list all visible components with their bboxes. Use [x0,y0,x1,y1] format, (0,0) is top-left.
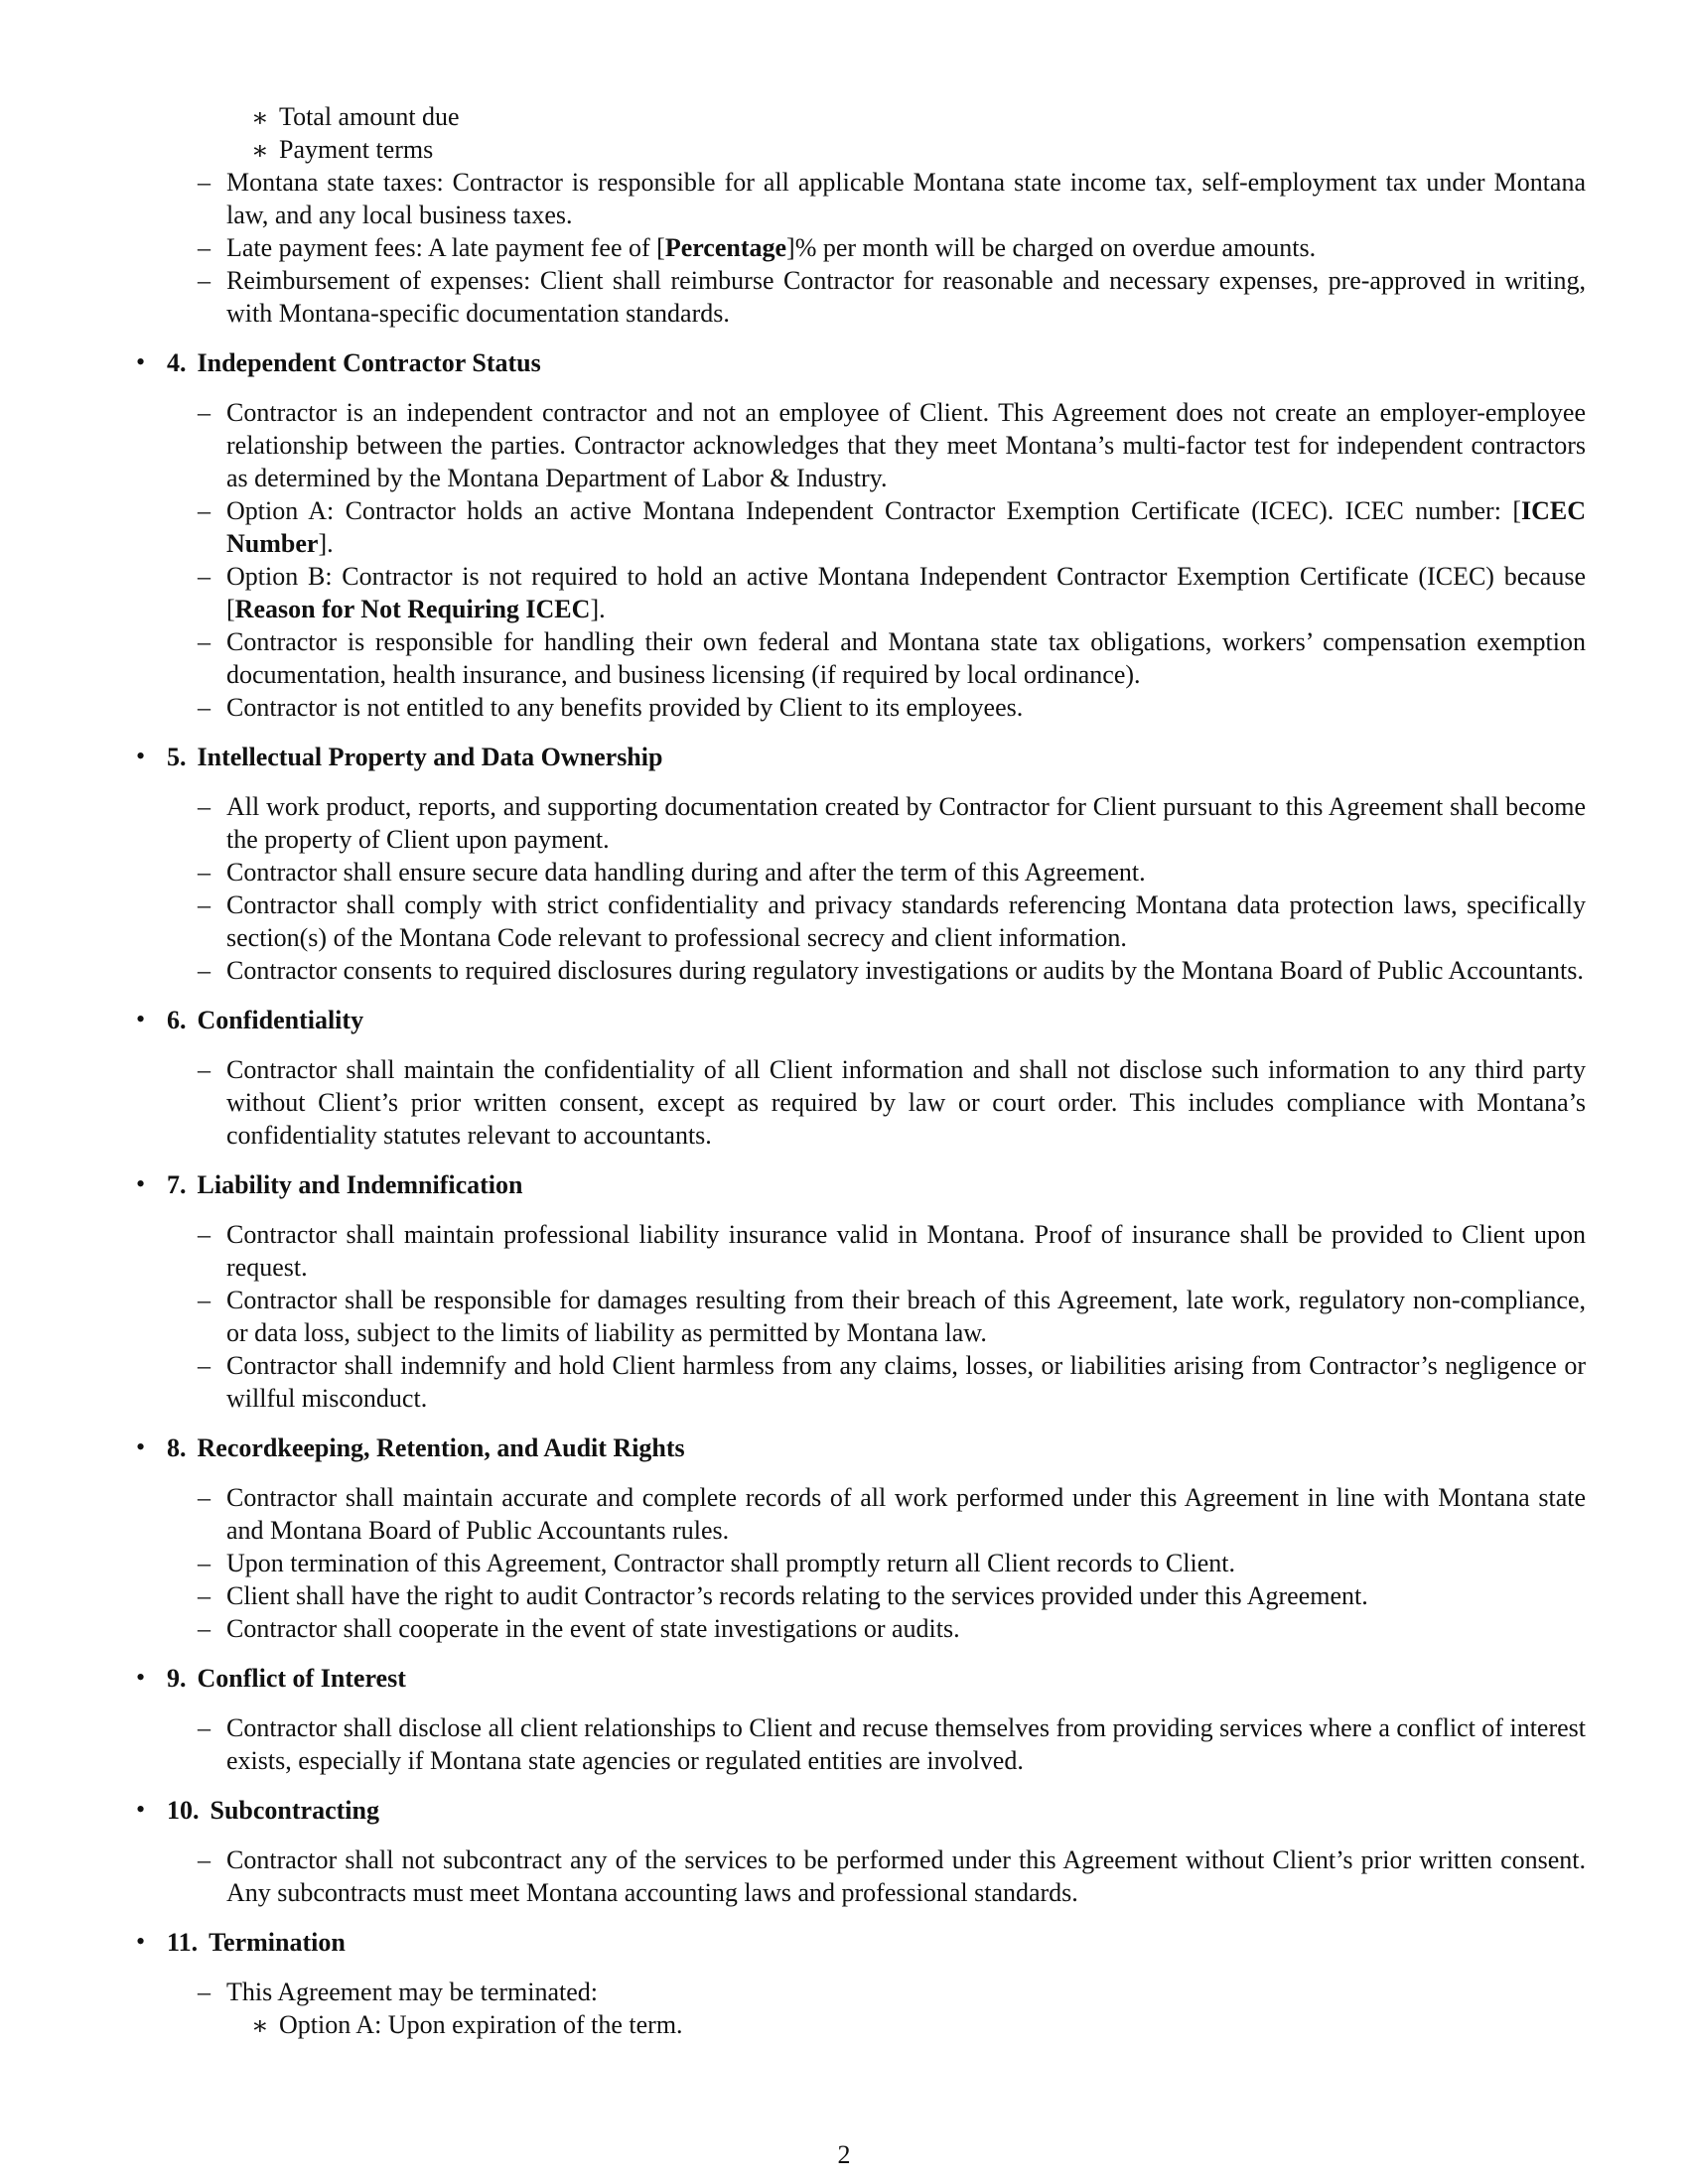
list-item-text: Late payment fees: A late payment fee of [Percentage]% per month will be charged on overdue amounts. [226,233,1317,262]
bullet-marker: • [136,1169,146,1198]
placeholder-field: ICEC Number [226,496,1586,558]
list-item-text: Contractor shall not subcontract any of the services to be performed under this Agreement without Client’s prior written consent. Any subcontracts must meet Montana accounting laws and professional standards. [226,1845,1586,1907]
list-item-text: Option A: Upon expiration of the term. [279,2010,683,2039]
dash-marker: – [198,1978,211,2006]
list-item [130,1481,1586,1547]
section-9 [130,1662,1586,1777]
section-title: Independent Contractor Status [197,348,541,377]
section-heading [130,1794,1586,1827]
list-item-text: Contractor shall disclose all client relationships to Client and recuse themselves from providing services where a conflict of interest exists, especially if Montana state agencies or regulated entities are involved. [226,1713,1586,1775]
list-item [130,625,1586,691]
list-item [130,1349,1586,1415]
section-heading [130,1432,1586,1464]
dash-marker: – [198,496,211,525]
section-heading [130,1662,1586,1695]
dash-marker: – [198,627,211,656]
dash-marker: – [198,1483,211,1512]
section-7 [130,1168,1586,1415]
list-item [130,1976,1586,2008]
section-title: Conflict of Interest [197,1664,406,1693]
list-item-text: Contractor is not entitled to any benefits provided by Client to its employees. [226,693,1024,722]
list-item-text: Payment terms [279,135,434,164]
list-item-text: Contractor is responsible for handling their own federal and Montana state tax obligations, workers’ compensation exemption documentation, health insurance, and business licensing (if required by local ordinance). [226,627,1586,689]
bullet-marker: • [136,1663,146,1692]
section-10 [130,1794,1586,1909]
list-item [130,133,1586,166]
list-item-text: Option A: Contractor holds an active Montana Independent Contractor Exemption Certificate (ICEC). ICEC number: [ICEC Number]. [226,496,1586,558]
list-item-text: Contractor shall maintain accurate and complete records of all work performed under this Agreement in line with Montana state and Montana Board of Public Accountants rules. [226,1483,1586,1545]
list-item [130,2008,1586,2041]
list-item [130,790,1586,856]
section-number: 4. [167,348,187,377]
dash-marker: – [198,1286,211,1314]
dash-marker: – [198,956,211,985]
dash-marker: – [198,1549,211,1577]
bullet-marker: • [136,1927,146,1956]
section-number: 6. [167,1006,187,1034]
dash-marker: – [198,233,211,262]
section-6 [130,1004,1586,1152]
list-item [130,396,1586,494]
section-title: Liability and Indemnification [197,1170,523,1199]
list-item-text: Total amount due [279,102,460,131]
dash-marker: – [198,1581,211,1610]
dash-marker: – [198,1220,211,1249]
section-5 [130,741,1586,987]
list-item [130,1053,1586,1152]
list-item-text: Upon termination of this Agreement, Contractor shall promptly return all Client records to Client. [226,1549,1235,1577]
section-number: 7. [167,1170,187,1199]
section-number: 5. [167,743,187,771]
list-item [130,1284,1586,1349]
list-item [130,1579,1586,1612]
placeholder-field: Percentage [664,233,787,262]
list-item [130,1218,1586,1284]
section-4 [130,346,1586,724]
section-heading [130,1926,1586,1959]
dash-marker: – [198,1713,211,1742]
list-item-text: Contractor shall ensure secure data handling during and after the term of this Agreement. [226,858,1146,887]
list-item [130,856,1586,888]
list-item-text: Contractor shall maintain the confidentiality of all Client information and shall not disclose such information to any third party without Client’s prior written consent, except as required by law or court order. This includes compliance with Montana’s confidentiality statutes relevant to accountants. [226,1055,1586,1150]
dash-marker: – [198,1845,211,1874]
list-item-text: Contractor consents to required disclosures during regulatory investigations or audits by the Montana Board of Public Accountants. [226,956,1584,985]
bullet-marker: • [136,1433,146,1461]
sections-container [130,346,1586,2041]
list-item-text: All work product, reports, and supporting documentation created by Contractor for Client pursuant to this Agreement shall become the property of Client upon payment. [226,792,1586,854]
list-item [130,1843,1586,1909]
star-marker: ∗ [251,103,269,132]
dash-marker: – [198,168,211,197]
list-item [130,1612,1586,1645]
list-item [130,100,1586,133]
list-item-text: This Agreement may be terminated: [226,1978,598,2006]
dash-marker: – [198,1351,211,1380]
list-item [130,166,1586,231]
dash-marker: – [198,693,211,722]
dash-marker: – [198,562,211,591]
list-item-text: Option B: Contractor is not required to hold an active Montana Independent Contractor Exemption Certificate (ICEC) because [Reason for Not Requiring ICEC]. [226,562,1586,623]
list-item-text: Contractor shall indemnify and hold Client harmless from any claims, losses, or liabilities arising from Contractor’s negligence or willful misconduct. [226,1351,1586,1413]
section-heading [130,1004,1586,1036]
list-item-text: Montana state taxes: Contractor is responsible for all applicable Montana state income tax, self-employment tax under Montana law, and any local business taxes. [226,168,1586,229]
dash-marker: – [198,1614,211,1643]
section-title: Subcontracting [210,1796,379,1825]
list-item-text: Contractor shall be responsible for damages resulting from their breach of this Agreement, late work, regulatory non-compliance, or data loss, subject to the limits of liability as permitted by Montana law. [226,1286,1586,1347]
list-item [130,1547,1586,1579]
list-item [130,494,1586,560]
document-body [130,100,1586,2041]
section-number: 9. [167,1664,187,1693]
section-heading [130,741,1586,773]
dash-marker: – [198,398,211,427]
star-marker: ∗ [251,136,269,165]
section-title: Termination [209,1928,346,1957]
list-item-text: Client shall have the right to audit Contractor’s records relating to the services provided under this Agreement. [226,1581,1368,1610]
dash-marker: – [198,890,211,919]
list-item-text: Contractor shall comply with strict confidentiality and privacy standards referencing Montana data protection laws, specifically section(s) of the Montana Code relevant to professional secrecy and client information. [226,890,1586,952]
list-item [130,888,1586,954]
page-number: 2 [837,2140,851,2169]
list-item [130,560,1586,625]
section-number: 11. [167,1928,199,1957]
star-marker: ∗ [251,2011,269,2040]
dash-marker: – [198,1055,211,1084]
section-title: Recordkeeping, Retention, and Audit Rights [197,1433,685,1462]
list-item [130,231,1586,264]
list-item [130,264,1586,330]
section-number: 10. [167,1796,200,1825]
section-title: Confidentiality [197,1006,364,1034]
bullet-marker: • [136,1005,146,1033]
bullet-marker: • [136,742,146,770]
section-title: Intellectual Property and Data Ownership [197,743,663,771]
dash-marker: – [198,266,211,295]
section-heading [130,1168,1586,1201]
list-item [130,954,1586,987]
bullet-marker: • [136,1795,146,1824]
list-item-text: Contractor shall maintain professional liability insurance valid in Montana. Proof of insurance shall be provided to Client upon request. [226,1220,1586,1282]
section-8 [130,1432,1586,1645]
bullet-marker: • [136,347,146,376]
list-item-text: Contractor is an independent contractor and not an employee of Client. This Agreement does not create an employer-employee relationship between the parties. Contractor acknowledges that they meet Montana’s multi-factor test for independent contractors as determined by the Montana Department of Labor & Industry. [226,398,1586,492]
list-item [130,691,1586,724]
section-11 [130,1926,1586,2041]
section-number: 8. [167,1433,187,1462]
dash-marker: – [198,792,211,821]
list-item-text: Reimbursement of expenses: Client shall reimburse Contractor for reasonable and necessary expenses, pre-approved in writing, with Montana-specific documentation standards. [226,266,1586,328]
list-item-text: Contractor shall cooperate in the event of state investigations or audits. [226,1614,960,1643]
dash-marker: – [198,858,211,887]
placeholder-field: Reason for Not Requiring ICEC [234,595,591,623]
list-item [130,1711,1586,1777]
section-heading [130,346,1586,379]
